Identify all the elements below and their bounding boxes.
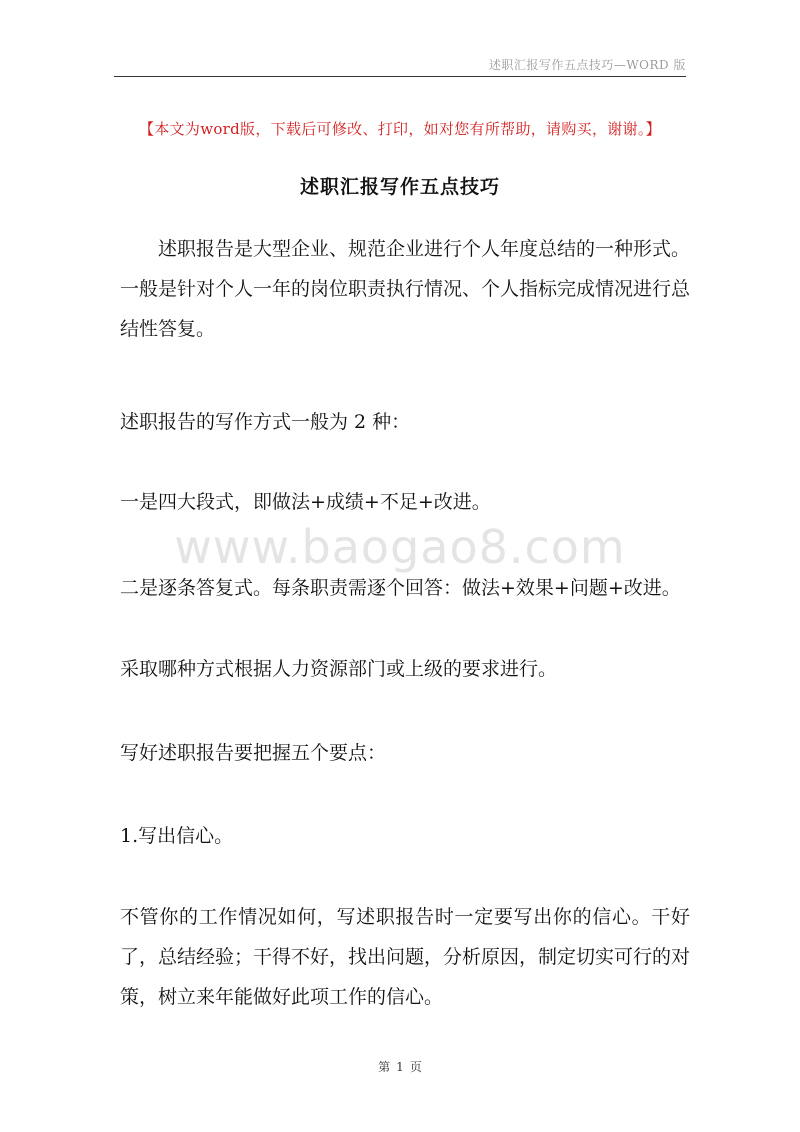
intro-paragraph: 述职报告是大型企业、规范企业进行个人年度总结的一种形式。一般是针对个人一年的岗位职责执行情况、个人指标完成情况进行总结性答复。 xyxy=(120,238,691,340)
document-title: 述职汇报写作五点技巧 xyxy=(299,176,500,198)
paragraph-choice: 采取哪种方式根据人力资源部门或上级的要求进行。 xyxy=(120,658,558,680)
footer-prefix: 第 xyxy=(378,1060,391,1074)
watermark: www.baogao8.com xyxy=(174,520,626,574)
running-title: 述职汇报写作五点技巧—WORD 版 xyxy=(488,58,686,72)
page-number: 1 xyxy=(396,1060,404,1074)
point-heading-1: 1.写出信心。 xyxy=(120,825,234,847)
point-body-1: 不管你的工作情况如何，写述职报告时一定要写出你的信心。干好了，总结经验；干得不好，找出问题，分析原因，制定切实可行的对策，树立来年能做好此项工作的信心。 xyxy=(120,906,691,1008)
paragraph-methods: 述职报告的写作方式一般为 2 种： xyxy=(120,411,411,433)
footer-suffix: 页 xyxy=(409,1060,422,1074)
paragraph-method-two: 二是逐条答复式。每条职责需逐个回答：做法+效果+问题+改进。 xyxy=(120,577,681,599)
paragraph-five-points: 写好述职报告要把握五个要点： xyxy=(120,742,387,764)
page-header xyxy=(114,54,686,77)
purchase-notice: 【本文为word版，下载后可修改、打印，如对您有所帮助，请购买，谢谢。】 xyxy=(139,120,661,138)
paragraph-method-one: 一是四大段式，即做法+成绩+不足+改进。 xyxy=(120,491,491,513)
page-footer xyxy=(0,1058,800,1075)
